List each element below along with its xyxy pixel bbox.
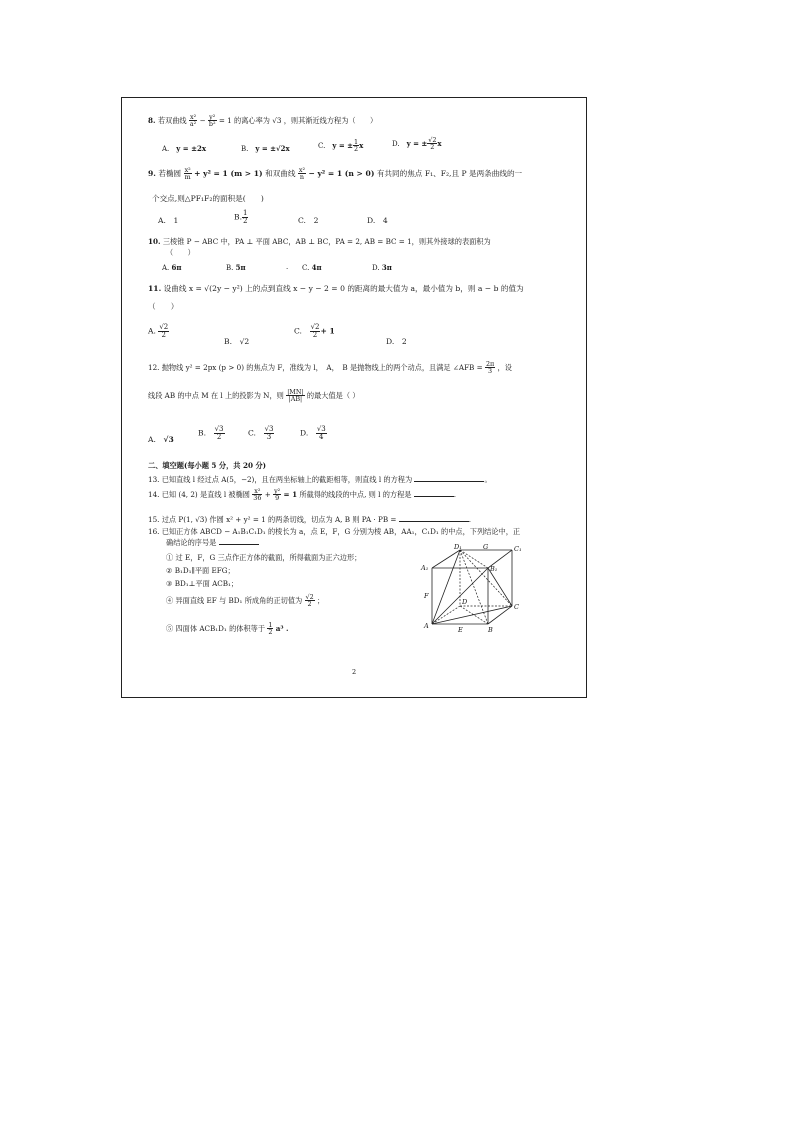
question-10-line2: （ ） — [166, 248, 195, 257]
q14-answer-blank[interactable] — [414, 490, 454, 497]
q9-option-c[interactable]: C. 2 — [298, 216, 319, 225]
q10-option-c[interactable]: C. 4π — [302, 263, 322, 272]
q16-item-2: ② B₁D₁∥平面 EFG； — [166, 566, 235, 575]
q9-option-b[interactable]: B. $\frac{1}{2}$ — [234, 209, 248, 225]
q12-option-d[interactable]: D. $\frac{√3}{4}$ — [300, 425, 326, 441]
q10-option-b[interactable]: B. 5π — [226, 263, 246, 272]
question-12-line2: 线段 AB 的中点 M 在 l 上的投影为 N，则 $\frac{|MN|}{|AB|}$ 的最大值是（ ） — [148, 388, 360, 404]
page-number: 2 — [352, 668, 357, 676]
q9-option-d[interactable]: D. 4 — [367, 216, 388, 225]
q16-item-4: ④ 异面直线 EF 与 BD₁ 所成角的正切值为 $\frac{√2}{2}$ ； — [166, 593, 325, 609]
label-F: F — [424, 592, 429, 600]
label-D: D — [462, 598, 468, 606]
q9-option-a[interactable]: A. 1 — [158, 216, 179, 225]
label-A: A — [424, 622, 429, 630]
q13-answer-blank[interactable] — [414, 475, 484, 482]
q8-option-c[interactable]: C. y = ± $\frac{1}{2}$ x — [318, 138, 364, 154]
q10-option-a[interactable]: A. 6π — [162, 263, 182, 272]
q16-item-3: ③ BD₁⊥平面 ACB₁； — [166, 579, 239, 588]
question-15: 15. 过点 P(1, √3) 作圆 x² + y² = 1 的两条切线，切点为 A, B 则 PA · PB = . — [148, 515, 472, 524]
q16-answer-blank[interactable] — [219, 538, 259, 545]
q11-option-d[interactable]: D. 2 — [386, 337, 407, 346]
cube-figure — [412, 544, 532, 640]
q15-answer-blank[interactable] — [399, 515, 469, 522]
q11-option-c[interactable]: C. $\frac{√2}{2}$ + 1 — [294, 323, 335, 339]
exam-page — [121, 97, 587, 698]
question-12: 12. 抛物线 y² = 2px (p > 0) 的焦点为 F，准线为 l， A， B 是抛物线上的两个动点，且满足 ∠AFB = $\frac{2\pi}{3}$ ，设 — [148, 360, 512, 376]
label-C1: C₁ — [514, 545, 522, 553]
q8-option-a[interactable]: A. y = ±2x — [162, 144, 206, 153]
label-B1: B₁ — [490, 565, 498, 573]
label-B: B — [488, 626, 493, 634]
question-9: 9. 若椭圆 $\frac{\text{x²}}{m}$ + y² = 1 (m > 1) 和双曲线 $\frac{\text{x²}}{n}$ − y² = 1 (n > 0) 有共同的焦点 F₁、F₂,且 P 是两条曲线的一 — [148, 166, 523, 182]
q10-stray-dot: . — [286, 263, 289, 271]
label-C: C — [514, 603, 519, 611]
q16-item-5: ⑤ 四面体 ACB₁D₁ 的体积等于 $\frac{1}{2}$ a³ . — [166, 621, 289, 637]
q16-item-1: ① 过 E，F，G 三点作正方体的截面，所得截面为正六边形； — [166, 553, 362, 562]
q12-option-b[interactable]: B. $\frac{√3}{2}$ — [198, 425, 224, 441]
label-A1: A₁ — [421, 564, 429, 572]
label-E: E — [458, 626, 463, 634]
question-9-line2: 个交点,则△PF₁F₂的面积是( ) — [152, 194, 264, 203]
question-11-line2: （ ） — [148, 302, 179, 311]
question-13: 13. 已知直线 l 经过点 A(5，−2)，且在两坐标轴上的截距相等，则直线 l 的方程为 。 — [148, 475, 492, 484]
q8-option-d[interactable]: D. y = ± $\frac{√2}{2}$ x — [392, 136, 442, 152]
q11-option-b[interactable]: B. √2 — [224, 337, 250, 346]
section-2-heading: 二、填空题(每小题 5 分，共 20 分) — [148, 461, 267, 470]
question-11: 11. 设曲线 x = √(2y − y²) 上的点到直线 x − y − 2 = 0 的距离的最大值为 a，最小值为 b，则 a − b 的值为 — [148, 284, 524, 293]
question-16: 16. 已知正方体 ABCD − A₁B₁C₁D₁ 的棱长为 a，点 E，F，G 分别为棱 AB，AA₁，C₁D₁ 的中点，下列结论中，正 — [148, 527, 521, 536]
question-16-line2: 确结论的序号是 — [166, 538, 259, 547]
q12-option-a[interactable]: A. √3 — [148, 435, 174, 444]
question-8: 8. 若双曲线 $\frac{\text{x²}}{\text{a²}}$ − $\frac{\text{y²}}{\text{b²}}$ = 1 的离心率为 √3 ，则其渐近线方程为（ ） — [148, 113, 378, 129]
label-D1: D₁ — [454, 544, 462, 551]
q12-option-c[interactable]: C. $\frac{√3}{3}$ — [248, 425, 274, 441]
question-10: 10. 三棱锥 P − ABC 中，PA ⊥ 平面 ABC，AB ⊥ BC，PA = 2, AB = BC = 1，则其外接球的表面积为 — [148, 237, 491, 246]
label-G: G — [483, 544, 489, 551]
q11-option-a[interactable]: A. $\frac{√2}{2}$ — [148, 323, 169, 339]
q8-option-b[interactable]: B. y = ±√2x — [241, 144, 290, 153]
q10-option-d[interactable]: D. 3π — [372, 263, 392, 272]
question-14: 14. 已知 (4, 2) 是直线 l 被椭圆 $\frac{\text{x²}}{36}$ + $\frac{\text{y²}}{9}$ = 1 所截得的线段的中点, 则 l 的方程是 . — [148, 487, 457, 503]
